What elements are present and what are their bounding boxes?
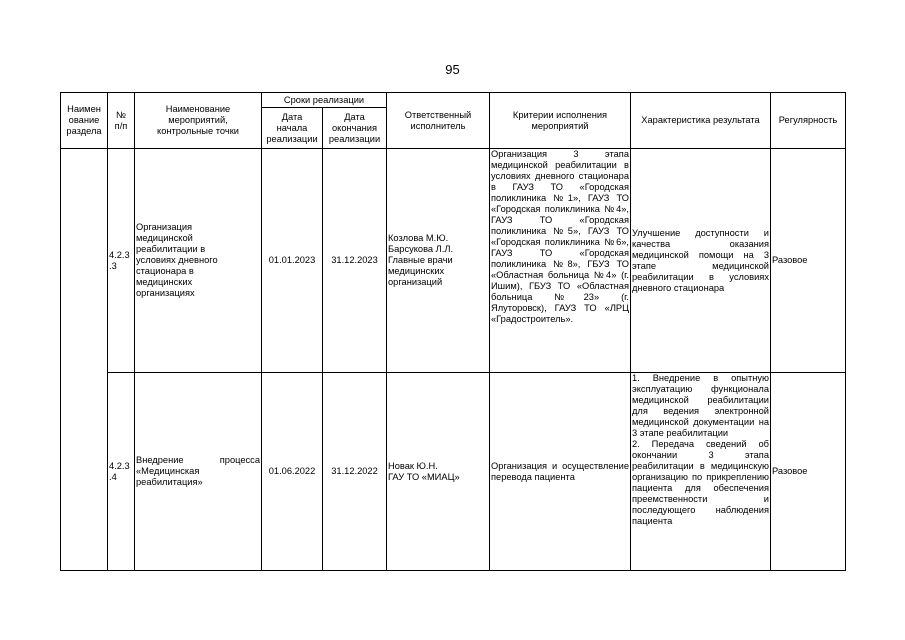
row-responsible: Козлова М.Ю. Барсукова Л.Л. Главные врачи медицинских организаций: [387, 149, 490, 373]
row-result-item-1: 1. Внедрение в опытную эксплуатацию функционала медицинской реабилитации для ведения электронной медицинской документации на 3 этапе реабилитации: [632, 373, 769, 438]
row-measure-name: Организация медицинской реабилитации в условиях дневного стационара в медицинских организациях: [135, 149, 262, 373]
row-criteria: Организация 3 этапа медицинской реабилитации в условиях дневного стационара в ГАУЗ ТО «Городская поликлиника №1», ГАУЗ ТО «Городская поликлиника №4», ГАУЗ ТО «Городская поликлиника №5», ГАУЗ ТО «Городская поликлиника №6», ГАУЗ ТО «Городская поликлиника №8», ГБУЗ ТО «Областная больница №4» (г. Ишим), ГБУЗ ТО «Областная больница №23» (г. Ялуторовск), ГАУЗ ТО «ЛРЦ «Градостроитель».: [490, 149, 631, 373]
row-start-date: 01.01.2023: [262, 149, 323, 373]
header-regularity: Регулярность: [771, 93, 846, 149]
header-start-date: Дата начала реализации: [262, 108, 323, 149]
header-result: Характеристика результата: [631, 93, 771, 149]
row-result: Улучшение доступности и качества оказания медицинской помощи на 3 этапе медицинской реабилитации в условиях дневного стационара: [631, 149, 771, 373]
row-criteria: Организация и осуществление перевода пациента: [490, 373, 631, 571]
row-number: 4.2.3 .4: [108, 373, 135, 571]
row-end-date: 31.12.2022: [323, 373, 387, 571]
row-regularity: Разовое: [771, 149, 846, 373]
plan-table: [60, 92, 846, 571]
row-regularity: Разовое: [771, 373, 846, 571]
header-number: № п/п: [108, 93, 135, 149]
row-result: [631, 373, 771, 571]
row-end-date: 31.12.2023: [323, 149, 387, 373]
header-criteria: Критерии исполнения мероприятий: [490, 93, 631, 149]
header-terms: Сроки реализации: [262, 93, 387, 108]
row-measure-name: Внедрение процесса «Медицинская реабилитация»: [135, 373, 262, 571]
row-number: 4.2.3 .3: [108, 149, 135, 373]
header-responsible: Ответственный исполнитель: [387, 93, 490, 149]
header-end-date: Дата окончания реализации: [323, 108, 387, 149]
page-number: 95: [445, 62, 460, 77]
table-row: [61, 373, 846, 571]
header-section-name: Наимен ование раздела: [61, 93, 108, 149]
row-responsible: Новак Ю.Н. ГАУ ТО «МИАЦ»: [387, 373, 490, 571]
section-cell: [61, 149, 108, 571]
row-result-item-2: 2. Передача сведений об окончании 3 этапа реабилитации в медицинскую организацию по прикреплению пациента для обеспечения преемственности и последующего наблюдения пациента: [632, 439, 769, 526]
table-row: [61, 149, 846, 373]
row-start-date: 01.06.2022: [262, 373, 323, 571]
header-measure-name: Наименование мероприятий, контрольные точки: [135, 93, 262, 149]
